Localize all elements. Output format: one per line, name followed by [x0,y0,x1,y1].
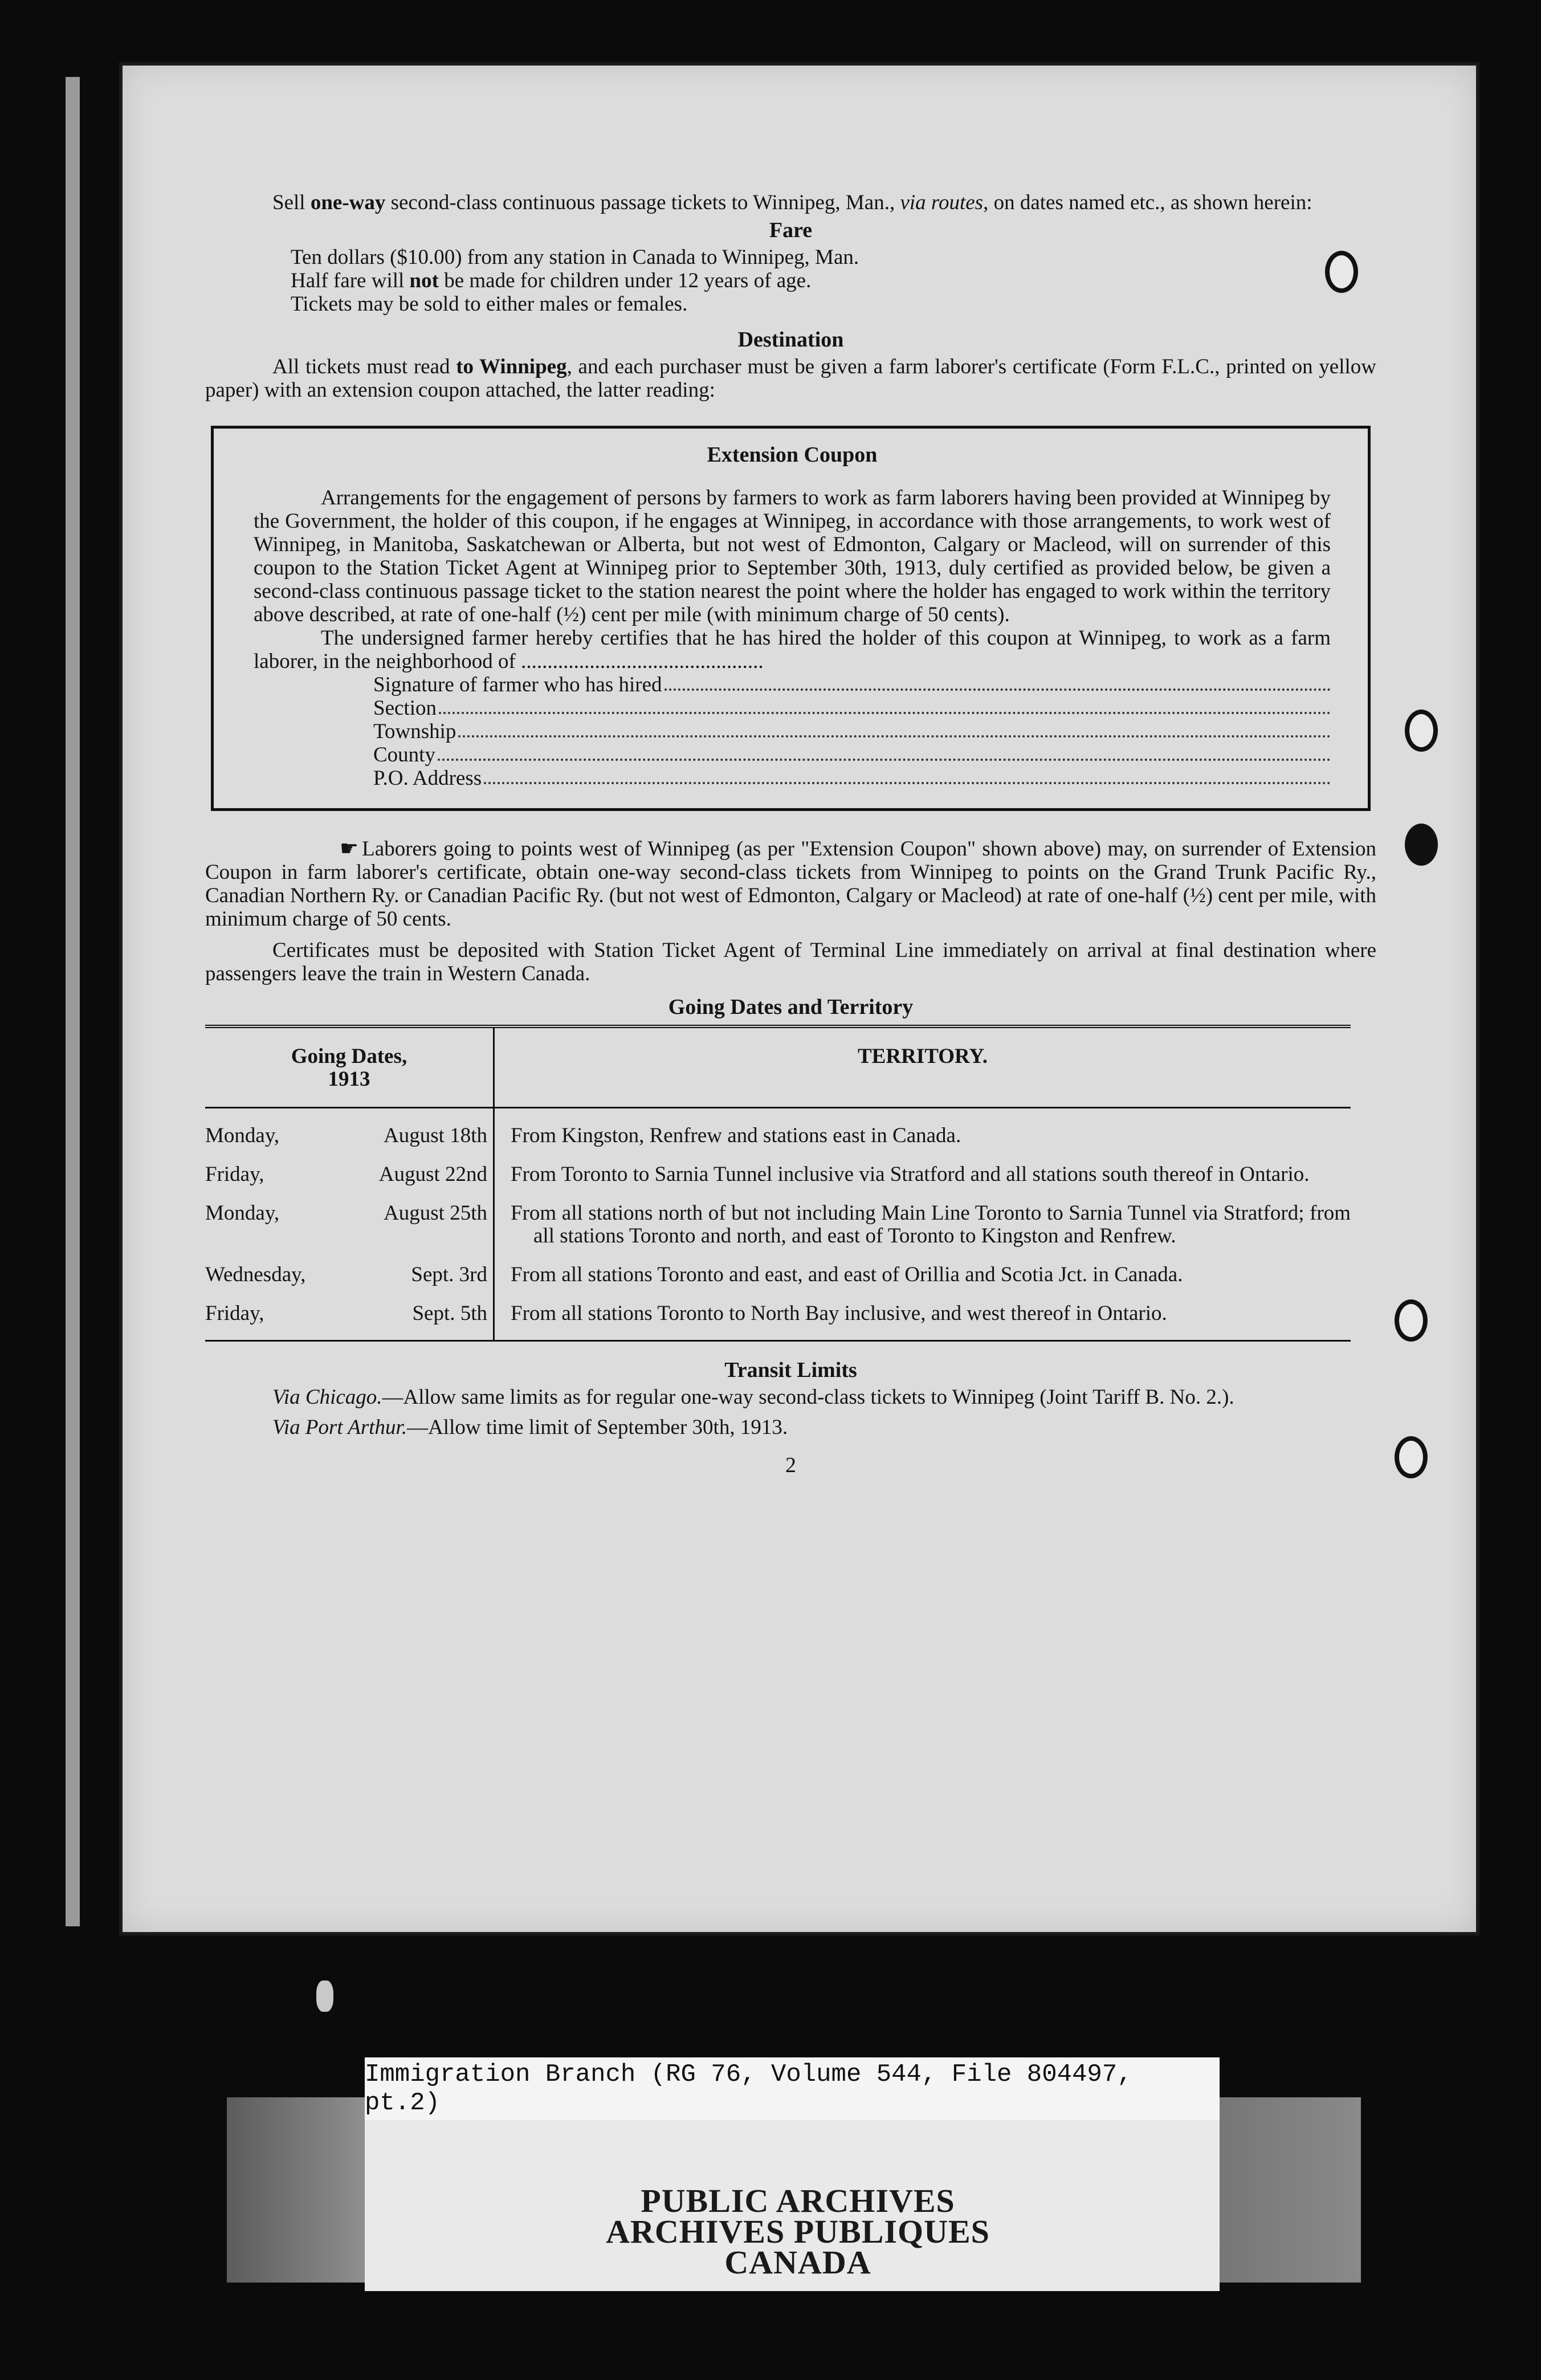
certificates-paragraph: Certificates must be deposited with Station Ticket Agent of Terminal Line immediately on arrival at final destination where passengers leave the train in Western Canada. [205,939,1376,985]
field-dots [664,673,1331,691]
destination-paragraph [205,355,1376,402]
field-label: Township [373,720,456,743]
coupon-paragraph: Arrangements for the engagement of persons by farmers to work as farm laborers having been provided at Winnipeg by the Government, the holder of this coupon, if he engages at Winnipeg, in accordance with those arrangements, to work west of Winnipeg, in Manitoba, Saskatchewan or Alberta, but not west of Edmonton, Calgary or Macleod, will on surrender of this coupon to the Station Ticket Agent at Winnipeg prior to September 30th, 1913, duly certified as provided below, be given a second-class continuous passage ticket to the station nearest the point where the holder has engaged to work within the territory above described, at rate of one-half (½) cent per mile (with minimum charge of 50 cents). [254,486,1331,626]
destination-bold: to Winnipeg [456,355,567,378]
transit-limits-heading: Transit Limits [724,1358,857,1382]
signature-field [254,673,1331,696]
destination-text: , and each purchaser must be given a farm laborer's certificate (Form F.L.C., printed on yellow paper) with an extension coupon attached, the latter reading: [205,355,1376,402]
field-dots [438,743,1331,761]
fare-section [205,246,1376,316]
extension-coupon-box [211,426,1371,811]
table-row [205,1286,1351,1341]
row-date: Sept. 3rd [342,1248,494,1286]
header-year: 1913 [328,1067,370,1091]
row-date: Sept. 5th [342,1286,494,1341]
punch-hole [1395,1299,1428,1342]
coupon-certification [254,626,1331,673]
field-dots [484,767,1331,784]
field-label: P.O. Address [373,767,482,790]
public-archives-stamp [513,2182,1083,2281]
certification-text: The undersigned farmer hereby certifies that he has hired the holder of this coupon at Winnipeg, to work as a farm laborer, in the neighborhood of [254,626,1331,673]
page-edge-shadow [66,77,80,1926]
row-day: Friday, [205,1302,264,1325]
intro-bold: one-way [310,191,386,214]
document-page [123,66,1476,1932]
territory-column-header: TERRITORY. [858,1045,988,1068]
row-territory: From all stations north of but not including Main Line Toronto to Sarnia Tunnel via Stratford; from all stations Toronto and north, and east of Toronto to Kingston and Renfrew. [511,1201,1351,1248]
punch-hole [1395,1436,1428,1478]
stamp-line: ARCHIVES PUBLIQUES [606,2213,990,2250]
field-label: County [373,743,435,767]
section-field [254,696,1331,720]
row-day: Monday, [205,1124,280,1147]
going-dates-table [205,1025,1351,1342]
via-port-arthur-paragraph [205,1416,1376,1439]
row-territory: From Kingston, Renfrew and stations east in Canada. [511,1124,961,1147]
fare-line: Tickets may be sold to either males or females. [291,292,688,316]
page-number: 2 [785,1453,796,1477]
row-territory: From all stations Toronto to North Bay inclusive, and west thereof in Ontario. [511,1302,1167,1325]
field-label: Signature of farmer who has hired [373,673,662,696]
po-address-field [254,767,1331,790]
via-chicago-label: Via Chicago. [272,1385,382,1409]
table-row [205,1248,1351,1286]
field-dots [458,720,1331,737]
field-dots [439,696,1331,714]
table-row [205,1147,1351,1186]
table-header-row [205,1026,1351,1108]
table-row [205,1186,1351,1248]
going-dates-heading: Going Dates and Territory [668,995,914,1019]
intro-paragraph [205,191,1376,214]
row-territory: From Toronto to Sarnia Tunnel inclusive via Stratford and all stations south thereof in Ontario. [511,1163,1310,1186]
row-date: August 18th [342,1108,494,1148]
row-territory: From all stations Toronto and east, and east of Orillia and Scotia Jct. in Canada. [511,1263,1183,1286]
intro-italic: via routes [900,191,984,214]
via-chicago-paragraph [205,1385,1376,1409]
field-label: Section [373,696,437,720]
header-label: Going Dates, [291,1045,407,1068]
row-day: Wednesday, [205,1263,306,1286]
stamp-line: PUBLIC ARCHIVES [641,2182,955,2219]
half-fare-bold: not [409,269,439,292]
intro-text: second-class continuous passage tickets to Winnipeg, Man., [385,191,900,214]
row-date: August 22nd [342,1147,494,1186]
via-chicago-text: —Allow same limits as for regular one-way second-class tickets to Winnipeg (Joint Tariff B. No. 2.). [382,1385,1234,1409]
punch-hole [1405,824,1438,866]
notice-text: Laborers going to points west of Winnipeg (as per "Extension Coupon" shown above) may, on surrender of Extension Coupon in farm laborer's certificate, obtain one-way second-class tickets from Winnipeg to points on the Grand Trunk Pacific Ry., Canadian Northern Ry. or Canadian Pacific Ry. (but not west of Edmonton, Calgary or Macleod) at rate of one-half (½) cent per mile, with minimum charge of 50 cents. [205,837,1376,931]
intro-text: Sell [272,191,311,214]
coupon-heading: Extension Coupon [707,443,878,467]
pointing-hand-icon: ☛ [340,837,359,861]
via-port-arthur-text: —Allow time limit of September 30th, 1913. [407,1416,788,1439]
fare-line: Ten dollars ($10.00) from any station in Canada to Winnipeg, Man. [291,246,859,269]
township-field [254,720,1331,743]
half-fare-text: Half fare will [291,269,410,292]
going-dates-column-header [205,1026,494,1108]
row-date: August 25th [342,1186,494,1248]
laborers-notice [205,837,1376,931]
half-fare-line [291,269,1376,292]
row-day: Monday, [205,1201,280,1225]
stamp-line: CANADA [724,2244,871,2281]
intro-text: , on dates named etc., as shown herein: [983,191,1312,214]
destination-text: All tickets must read [272,355,456,378]
neighborhood-dots: .............................................. [515,650,764,673]
fare-heading: Fare [769,218,813,242]
half-fare-text: be made for children under 12 years of age. [438,269,812,292]
punch-hole [1405,710,1438,752]
archive-reference-label: Immigration Branch (RG 76, Volume 544, File 804497, pt.2) [365,2057,1220,2120]
county-field [254,743,1331,767]
via-port-arthur-label: Via Port Arthur. [272,1416,407,1439]
document-body [205,191,1376,1477]
destination-heading: Destination [737,328,844,352]
row-day: Friday, [205,1163,264,1186]
film-smudge [316,1980,333,2012]
table-row [205,1108,1351,1148]
